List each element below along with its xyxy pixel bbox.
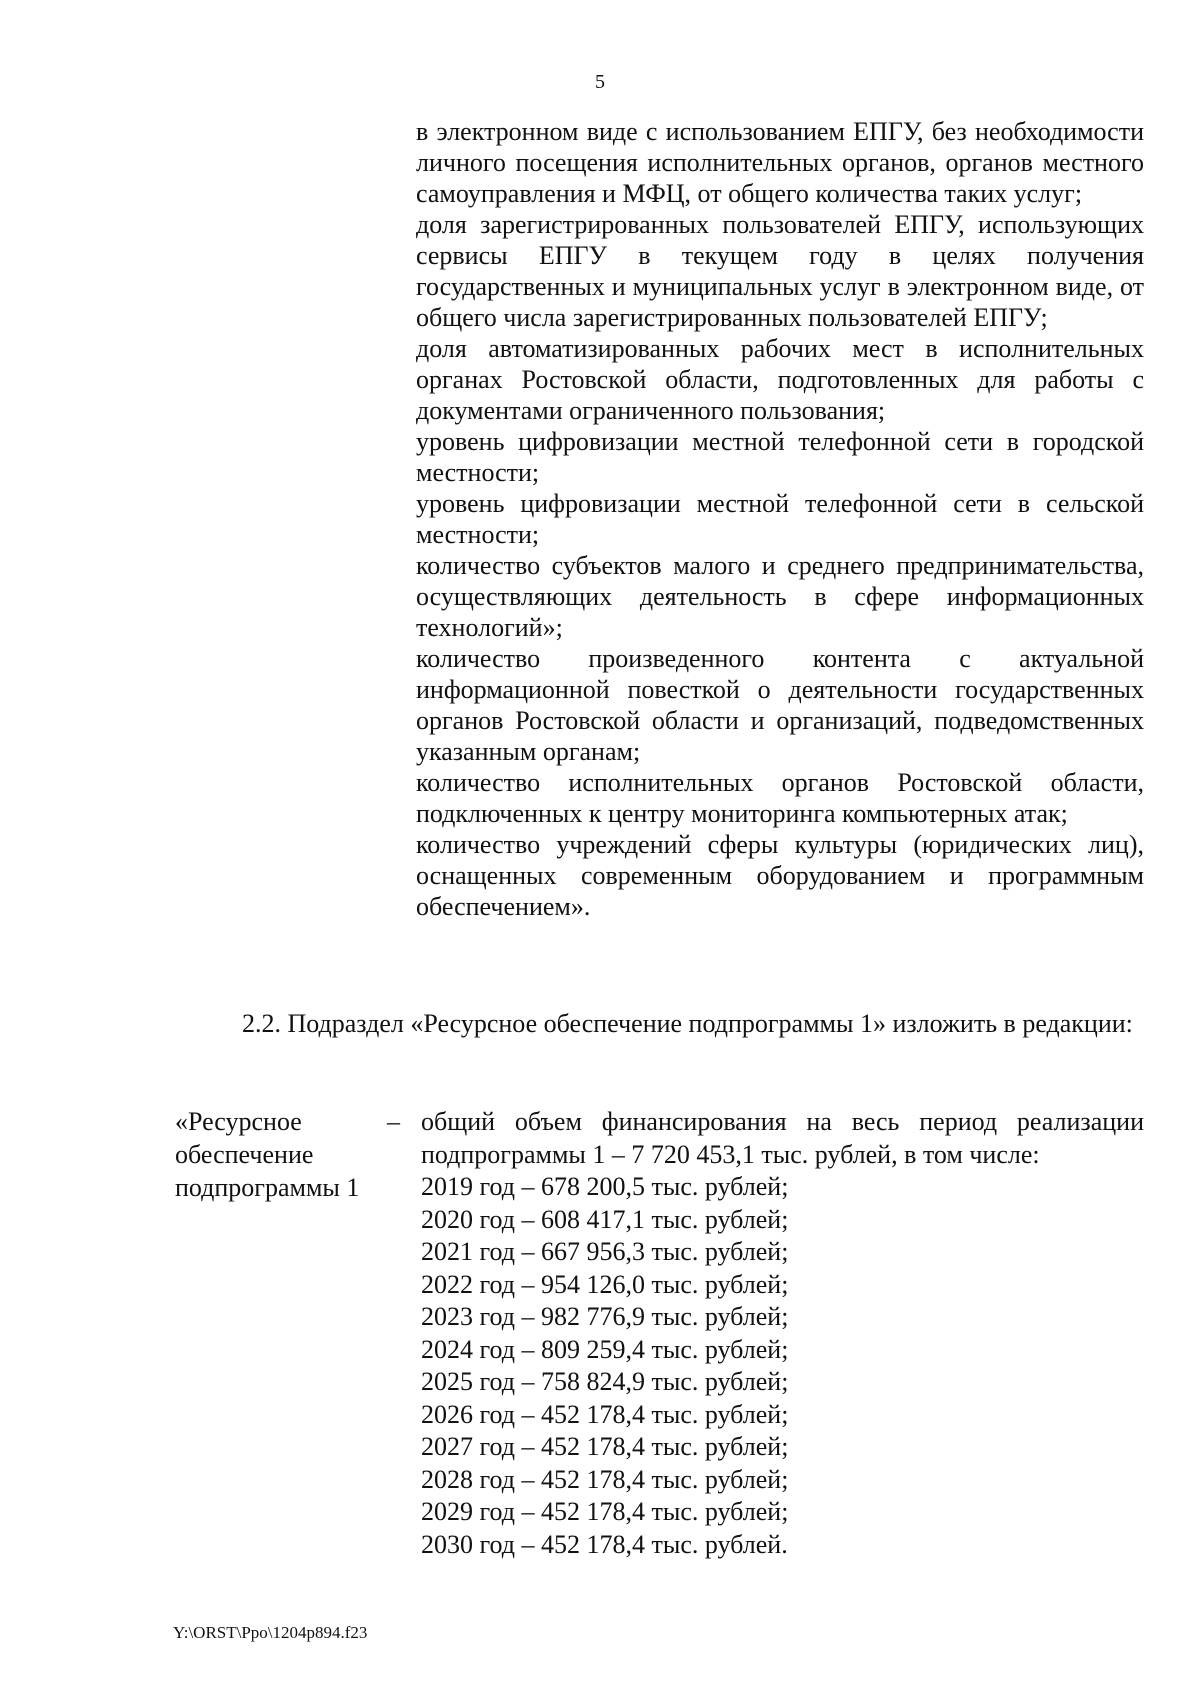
indicator-item: уровень цифровизации местной телефонной сети в сельской местности; bbox=[416, 489, 1144, 549]
year-amount-row: 2024 год – 809 259,4 тыс. рублей; bbox=[421, 1334, 789, 1364]
indicator-list bbox=[416, 116, 1144, 922]
indicator-item: в электронном виде с использованием ЕПГУ, без необходимости личного посещения исполнительных органов, органов местного самоуправления и МФЦ, от общего количества таких услуг; bbox=[416, 117, 1144, 208]
year-amount-row: 2025 год – 758 824,9 тыс. рублей; bbox=[421, 1367, 789, 1396]
year-amount-row: 2023 год – 982 776,9 тыс. рублей; bbox=[421, 1302, 789, 1331]
year-amount-row: 2029 год – 452 178,4 тыс. рублей; bbox=[421, 1497, 789, 1526]
year-amount-row: 2026 год – 452 178,4 тыс. рублей; bbox=[421, 1399, 789, 1429]
year-amount-row: 2028 год – 452 178,4 тыс. рублей; bbox=[421, 1464, 789, 1494]
year-amount-row: 2021 год – 667 956,3 тыс. рублей; bbox=[421, 1237, 789, 1266]
indicator-item: количество учреждений сферы культуры (юридических лиц), оснащенных современным оборудованием и программным обеспечением». bbox=[416, 830, 1144, 921]
resource-label: «Ресурсное обеспечение подпрограммы 1 bbox=[175, 1107, 360, 1202]
footer-file-path: Y:\ORST\Ppo\1204p894.f23 bbox=[173, 1623, 368, 1642]
indicator-item: количество субъектов малого и среднего предпринимательства, осуществляющих деятельность в сфере информационных технологий»; bbox=[416, 551, 1144, 642]
indicator-item: доля автоматизированных рабочих мест в исполнительных органах Ростовской области, подготовленных для работы с документами ограниченного пользования; bbox=[416, 334, 1144, 425]
year-amount-row: 2027 год – 452 178,4 тыс. рублей; bbox=[421, 1432, 789, 1461]
year-amount-row: 2022 год – 954 126,0 тыс. рублей; bbox=[421, 1269, 789, 1299]
indicator-item: доля зарегистрированных пользователей ЕПГУ, использующих сервисы ЕПГУ в текущем году в целях получения государственных и муниципальных услуг в электронном виде, от общего числа зарегистрированных пользователей ЕПГУ; bbox=[416, 210, 1144, 332]
year-amount-row: 2030 год – 452 178,4 тыс. рублей. bbox=[421, 1529, 788, 1559]
indicator-item: количество исполнительных органов Ростовской области, подключенных к центру мониторинга компьютерных атак; bbox=[416, 768, 1144, 828]
resource-body bbox=[421, 1105, 1144, 1561]
resource-dash: – bbox=[387, 1107, 400, 1136]
resource-total: общий объем финансирования на весь период реализации подпрограммы 1 – 7 720 453,1 тыс. рублей, в том числе: bbox=[421, 1107, 1144, 1169]
year-amount-row: 2020 год – 608 417,1 тыс. рублей; bbox=[421, 1204, 789, 1234]
section-2-2-paragraph: 2.2. Подраздел «Ресурсное обеспечение подпрограммы 1» изложить в редакции: bbox=[242, 1009, 1133, 1038]
year-amount-row: 2019 год – 678 200,5 тыс. рублей; bbox=[421, 1172, 789, 1201]
indicator-item: уровень цифровизации местной телефонной сети в городской местности; bbox=[416, 427, 1144, 487]
page-number: 5 bbox=[595, 71, 605, 93]
indicator-item: количество произведенного контента с актуальной информационной повесткой о деятельности государственных органов Ростовской области и организаций, подведомственных указанным органам; bbox=[416, 644, 1144, 766]
